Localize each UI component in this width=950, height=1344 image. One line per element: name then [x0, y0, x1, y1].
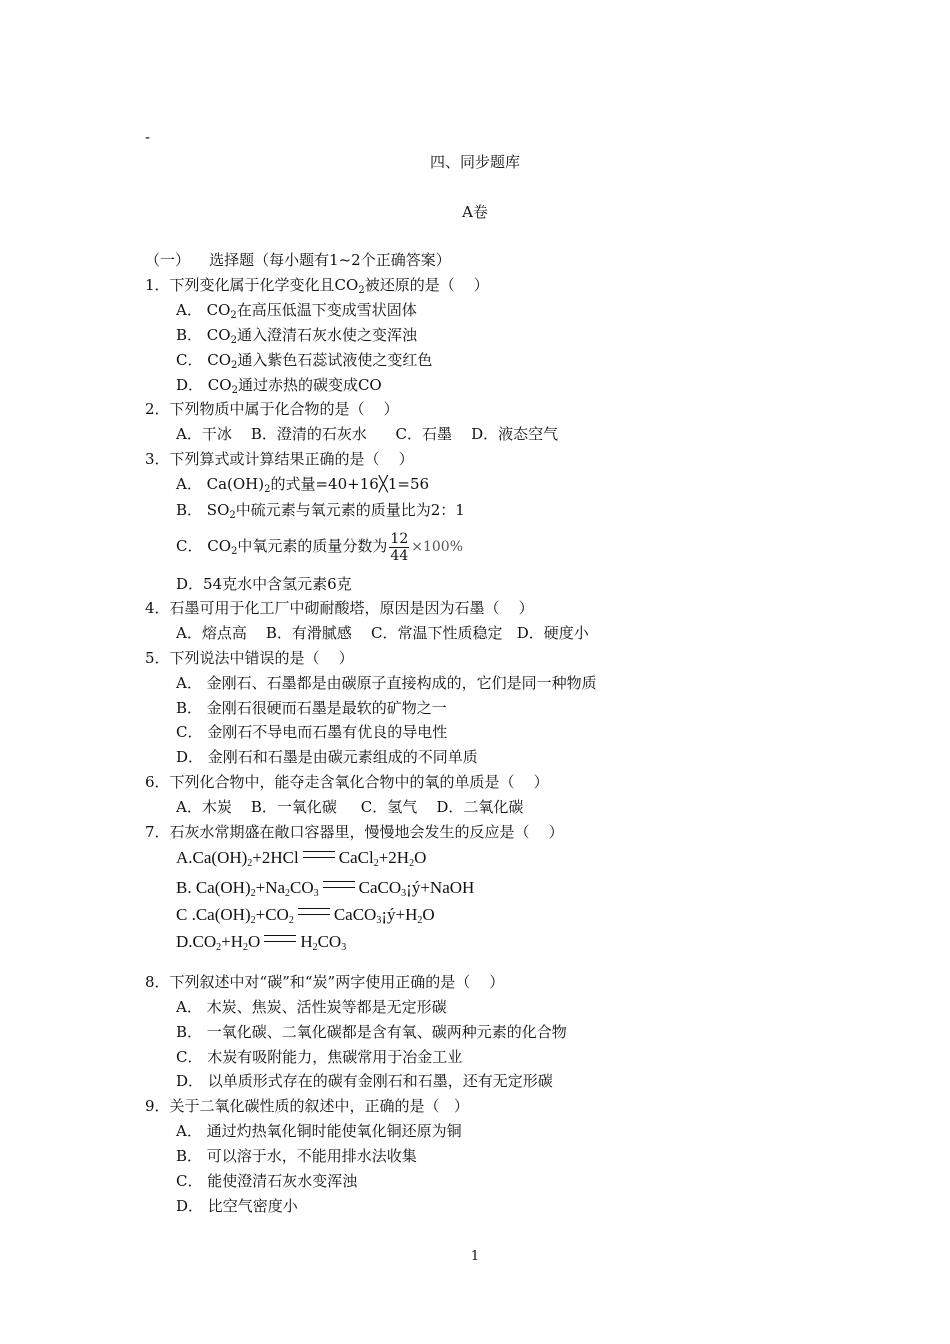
question-3-option-b: B． $SO_2$中硫元素与氧元素的质量比为2：1 [176, 501, 465, 521]
question-3-stem: 3．下列算式或计算结果正确的是（ ） [145, 450, 414, 468]
question-7-stem: 7．石灰水常期盛在敞口容器里，慢慢地会发生的反应是（ ） [145, 823, 564, 841]
fraction: $\frac{12}{44}$ [390, 530, 409, 564]
question-7-option-b: B. $Ca(OH)_2+Na_2CO_3$ CaCO$_3$¡ý+NaOH [176, 878, 475, 899]
question-5-option-c: C． 金刚石不导电而石墨有优良的导电性 [176, 723, 448, 741]
question-9-option-d: D． 比空气密度小 [176, 1197, 298, 1215]
question-8-option-b: B． 一氧化碳、二氧化碳都是含有氧、碳两种元素的化合物 [176, 1023, 567, 1041]
question-4-stem: 4．石墨可用于化工厂中砌耐酸塔，原因是因为石墨（ ） [145, 599, 534, 617]
question-1-option-b: B． $CO_2$通入澄清石灰水使之变浑浊 [176, 326, 417, 346]
question-6-options: A．木炭 B．一氧化碳 C．氢气 D．二氧化碳 [176, 798, 524, 816]
equals-sign [323, 881, 355, 888]
question-1-option-d: D． $CO_2$通过赤热的碳变成CO [176, 376, 382, 396]
question-8-option-a: A． 木炭、焦炭、活性炭等都是无定形碳 [176, 998, 447, 1016]
question-6-stem: 6．下列化合物中，能夺走含氧化合物中的氧的单质是（ ） [145, 773, 549, 791]
equals-sign [298, 908, 330, 915]
page-number: 1 [470, 1249, 480, 1264]
question-4-options: A．熔点高 B．有滑腻感 C．常温下性质稳定 D．硬度小 [176, 624, 589, 642]
question-1-stem: 1．下列变化属于化学变化且$CO_2$被还原的是（ ） [145, 276, 489, 296]
question-9-stem: 9．关于二氧化碳性质的叙述中，正确的是（ ） [145, 1097, 469, 1115]
corner-mark: - [145, 128, 151, 146]
equals-sign [264, 935, 296, 942]
question-3-option-d: D．54克水中含氢元素6克 [176, 575, 352, 593]
question-2-options: A．干冰 B．澄清的石灰水 C．石墨 D．液态空气 [176, 425, 559, 443]
question-8-option-d: D． 以单质形式存在的碳有金刚石和石墨，还有无定形碳 [176, 1072, 553, 1090]
question-2-stem: 2．下列物质中属于化合物的是（ ） [145, 400, 399, 418]
question-5-stem: 5．下列说法中错误的是（ ） [145, 649, 354, 667]
page-title: 四、同步题库 [429, 153, 520, 171]
page-subtitle: A卷 [462, 203, 488, 221]
section-heading: （一） 选择题（每小题有1~2个正确答案） [145, 251, 451, 269]
question-3-option-c: C． $CO_2$中氧元素的质量分数为 $\frac{12}{44}$ ×100% [176, 530, 464, 564]
question-7-option-a: $A.Ca(OH)_2+2HCl$ $CaCl_2+2H_2O$ [176, 848, 427, 869]
question-3-option-a: A． $Ca(OH)_2$的式量=40+16╳1=56 [176, 475, 430, 495]
question-9-option-b: B． 可以溶于水，不能用排水法收集 [176, 1147, 417, 1165]
question-1-option-a: A． $CO_2$在高压低温下变成雪状固体 [176, 301, 417, 321]
question-5-option-a: A． 金刚石、石墨都是由碳原子直接构成的，它们是同一种物质 [176, 674, 597, 692]
question-5-option-d: D． 金刚石和石墨是由碳元素组成的不同单质 [176, 748, 478, 766]
question-7-option-d: $D.CO_2+H_2O$ $H_2CO_3$ [176, 932, 347, 953]
equals-sign [303, 851, 335, 858]
question-8-stem: 8．下列叙述中对“碳”和“炭”两字使用正确的是（ ） [145, 973, 505, 991]
question-1-option-c: C． $CO_2$通入紫色石蕊试液使之变红色 [176, 351, 433, 371]
question-5-option-b: B． 金刚石很硬而石墨是最软的矿物之一 [176, 699, 447, 717]
question-9-option-a: A． 通过灼热氧化铜时能使氧化铜还原为铜 [176, 1122, 462, 1140]
question-8-option-c: C． 木炭有吸附能力，焦碳常用于冶金工业 [176, 1048, 463, 1066]
question-7-option-c: C $.Ca(OH)_2+CO_2$ $CaCO_3¡ý+H_2O$ [176, 905, 435, 926]
question-9-option-c: C． 能使澄清石灰水变浑浊 [176, 1172, 358, 1190]
